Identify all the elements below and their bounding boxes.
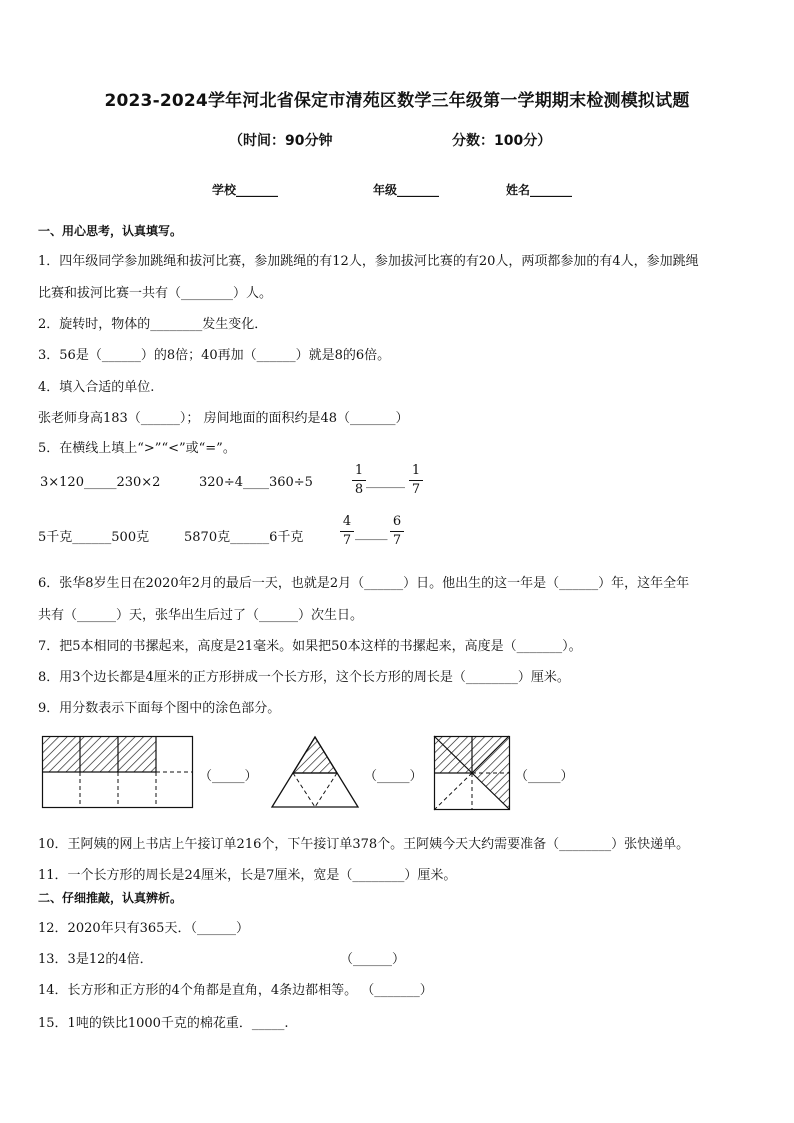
question-3: 3．56是（______）的8倍；40再加（______）就是8的6倍。 — [38, 348, 391, 363]
question-5-line-1: 5．在横线上填上“>”“<”或“=”。 — [38, 441, 236, 456]
section-heading-1: 一、用心思考，认真填写。 — [38, 224, 183, 238]
fraction-one-seventh — [409, 463, 423, 498]
figure-square — [434, 736, 510, 810]
denominator: 7 — [392, 533, 402, 548]
question-4-line-1: 4．填入合适的单位. — [38, 380, 155, 395]
question-1-line-1: 1．四年级同学参加跳绳和拔河比赛，参加跳绳的有12人，参加拔河比赛的有20人，两项都参加的有4人，参加跳绳 — [38, 254, 699, 269]
question-4-line-2: 张老师身高183（______）； 房间地面的面积约是48（_______） — [38, 411, 409, 426]
figure-triangle — [271, 736, 359, 808]
numerator: 1 — [354, 463, 364, 478]
question-13-answer[interactable]: （______） — [340, 952, 406, 967]
question-7: 7．把5本相同的书摞起来，高度是21毫米。如果把50本这样的书摞起来，高度是（_______）。 — [38, 639, 582, 654]
compare-d: 5千克______500克 — [38, 530, 150, 545]
question-6-line-1: 6．张华8岁生日在2020年2月的最后一天，也就是2月（______）日。他出生的这一年是（______）年，这年全年 — [38, 576, 690, 591]
name-field[interactable]: 姓名_______ — [506, 183, 573, 197]
denominator: 8 — [354, 482, 364, 497]
question-8: 8．用3个边长都是4厘米的正方形拼成一个长方形，这个长方形的周长是（________）厘米。 — [38, 670, 570, 685]
exam-score: 分数：100分） — [452, 133, 552, 149]
compare-a: 3×120_____230×2 — [40, 475, 161, 490]
answer-blank-figure-2[interactable]: （_____） — [364, 769, 423, 784]
page-title: 2023-2024学年河北省保定市清苑区数学三年级第一学期期末检测模拟试题 — [104, 91, 690, 111]
shaded-cell — [118, 736, 156, 772]
compare-b: 320÷4____360÷5 — [199, 475, 313, 490]
answer-blank-figure-3[interactable]: （_____） — [515, 769, 574, 784]
shaded-cell — [42, 736, 80, 772]
question-15: 15．1吨的铁比1000千克的棉花重．_____. — [38, 1016, 289, 1031]
numerator: 6 — [392, 514, 402, 529]
numerator: 4 — [342, 514, 352, 529]
question-6-line-2: 共有（______）天，张华出生后过了（______）次生日。 — [38, 608, 364, 623]
question-14: 14．长方形和正方形的4个角都是直角，4条边都相等。 （_______） — [38, 983, 433, 998]
fraction-six-sevenths — [390, 514, 404, 549]
numerator: 1 — [411, 463, 421, 478]
compare-e: 5870克______6千克 — [184, 530, 304, 545]
school-field[interactable]: 学校_______ — [212, 183, 279, 197]
compare-c-blank: ______ — [366, 474, 405, 489]
compare-f-blank: _____ — [355, 526, 388, 541]
figure-rectangle-grid — [42, 736, 194, 808]
question-11: 11．一个长方形的周长是24厘米，长是7厘米，宽是（________）厘米。 — [38, 868, 457, 883]
fraction-four-sevenths — [340, 514, 354, 549]
exam-time: （时间：90分钟 — [229, 133, 333, 149]
shaded-cell — [80, 736, 118, 772]
question-10: 10．王阿姨的网上书店上午接订单216个，下午接订单378个。王阿姨今天大约需要准备（________）张快递单。 — [38, 837, 690, 852]
question-13: 13．3是12的4倍． — [38, 952, 153, 967]
question-12: 12．2020年只有365天．（______） — [38, 921, 249, 936]
denominator: 7 — [411, 482, 421, 497]
question-1-line-2: 比赛和拔河比赛一共有（________）人。 — [38, 286, 273, 301]
answer-blank-figure-1[interactable]: （_____） — [199, 769, 258, 784]
question-2: 2．旋转时，物体的________发生变化． — [38, 317, 268, 332]
question-9: 9．用分数表示下面每个图中的涂色部分。 — [38, 701, 281, 716]
shaded-triangle — [293, 737, 337, 773]
fraction-one-eighth — [352, 463, 366, 498]
denominator: 7 — [342, 533, 352, 548]
grade-field[interactable]: 年级_______ — [373, 183, 440, 197]
section-heading-2: 二、仔细推敲，认真辨析。 — [38, 891, 183, 905]
